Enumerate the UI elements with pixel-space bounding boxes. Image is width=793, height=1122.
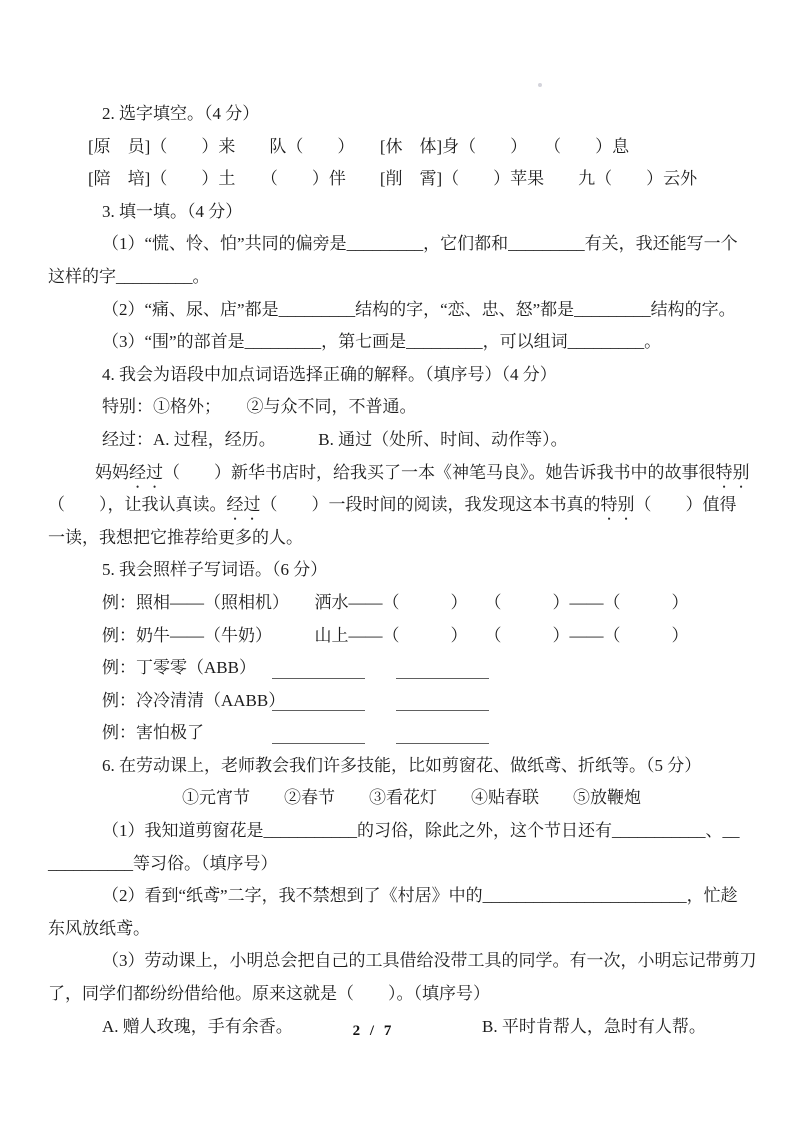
q2-fill-row-1: [原 员]（ ）来 队（ ） [休 体]身（ ） （ ）息 — [88, 136, 630, 156]
answer-blank-line — [396, 710, 489, 711]
passage-text: （ ）值得 — [634, 495, 737, 515]
q5-pair-row-2: 例：奶牛——（牛奶） 山上——（ ） （ ）——（ ） — [102, 625, 689, 645]
dotted-word-jingguo: 经过 — [129, 462, 163, 482]
q6-title: 6. 在劳动课上，老师教会我们许多技能，比如剪窗花、做纸鸢、折纸等。（5 分） — [102, 755, 702, 775]
choice-b: B. 平时肯帮人，急时有人帮。 — [482, 1016, 706, 1036]
dotted-word-jingguo: 经过 — [226, 495, 261, 515]
question-3 — [48, 196, 793, 359]
passage-text: 妈妈 — [95, 462, 129, 482]
question-5 — [48, 554, 793, 750]
q6-item-3-line-2: 了，同学们都纷纷借给他。原来这就是（ ）。（填序号） — [48, 984, 490, 1004]
q6-item-1-line-2: __________等习俗。（填序号） — [48, 853, 278, 873]
q6-options-row: ①元宵节 ②春节 ③看花灯 ④贴春联 ⑤放鞭炮 — [182, 788, 641, 808]
q3-item-1-line-1: （1）“慌、怜、怕”共同的偏旁是_________，它们都和_________有关，我还能写一个 — [102, 234, 738, 254]
choice-a: A. 赠人玫瑰，手有余香。 — [102, 1016, 293, 1036]
q3-item-3: （3）“围”的部首是_________，第七画是_________，可以组词_________。 — [102, 332, 662, 352]
scan-artifact-dot — [538, 83, 542, 87]
passage-text: （ ）一段时间的阅读，我发现这本书真的 — [260, 495, 601, 515]
answer-blank-line — [272, 743, 365, 744]
question-4 — [48, 359, 793, 555]
q3-item-2: （2）“痛、尿、店”都是_________结构的字，“恋、忠、怒”都是_________结构的字。 — [102, 299, 736, 319]
answer-blank-line — [272, 710, 365, 711]
q5-title: 5. 我会照样子写词语。（6 分） — [102, 560, 328, 580]
passage-text: （ ），让我认真读。 — [48, 495, 227, 515]
page-content — [48, 98, 793, 1043]
q3-item-1-line-2: 这样的字_________。 — [48, 266, 210, 286]
q2-title: 2. 选字填空。（4 分） — [102, 104, 260, 123]
page-number: 2 / 7 — [352, 1023, 395, 1039]
q5-pair-row-1: 例：照相——（照相机） 洒水——（ ） （ ）——（ ） — [102, 592, 689, 612]
example-label: 例：害怕极了 — [102, 723, 204, 743]
q5-blank-row-aabb — [48, 685, 793, 718]
dotted-word-tebie: 特别 — [600, 495, 635, 515]
q4-passage-line-1 — [48, 457, 793, 490]
example-label: 例：丁零零（ABB） — [102, 658, 256, 678]
answer-blank-line — [396, 743, 489, 744]
question-2 — [48, 98, 793, 196]
q4-passage-line-3: 一读，我想把它推荐给更多的人。 — [48, 527, 303, 547]
q4-definition-jingguo: 经过：A. 过程，经历。 B. 通过（处所、时间、动作等）。 — [102, 429, 568, 449]
q6-item-2-line-2: 东风放纸鸢。 — [48, 918, 150, 938]
answer-blank-line — [272, 678, 365, 679]
q5-blank-row-haipa — [48, 717, 793, 750]
q4-title: 4. 我会为语段中加点词语选择正确的解释。（填序号）（4 分） — [102, 364, 557, 384]
q5-blank-row-abb — [48, 652, 793, 685]
q2-fill-row-2: [陪 培]（ ）土 （ ）伴 [削 霄]（ ）苹果 九（ ）云外 — [88, 169, 698, 189]
q4-definition-tebie: 特别：①格外； ②与众不同，不普通。 — [102, 397, 417, 417]
q4-passage-line-2 — [48, 489, 793, 522]
q6-item-2-line-1: （2）看到“纸鸢”二字，我不禁想到了《村居》中的________________________，忙趁 — [102, 886, 738, 906]
dotted-word-tebie: 特别 — [715, 462, 750, 482]
q3-title: 3. 填一填。（4 分） — [102, 201, 243, 221]
answer-blank-line — [396, 678, 489, 679]
question-6 — [48, 750, 793, 1043]
q6-item-1-line-1: （1）我知道剪窗花是___________的习俗，除此之外，这个节日还有___________、__ — [102, 821, 740, 841]
example-label: 例：冷冷清清（AABB） — [102, 690, 286, 710]
passage-text: （ ）新华书店时，给我买了一本《神笔马良》。她告诉我书中的故事很 — [163, 462, 716, 482]
q6-item-3-line-1: （3）劳动课上，小明总会把自己的工具借给没带工具的同学。有一次，小明忘记带剪刀 — [102, 951, 757, 971]
